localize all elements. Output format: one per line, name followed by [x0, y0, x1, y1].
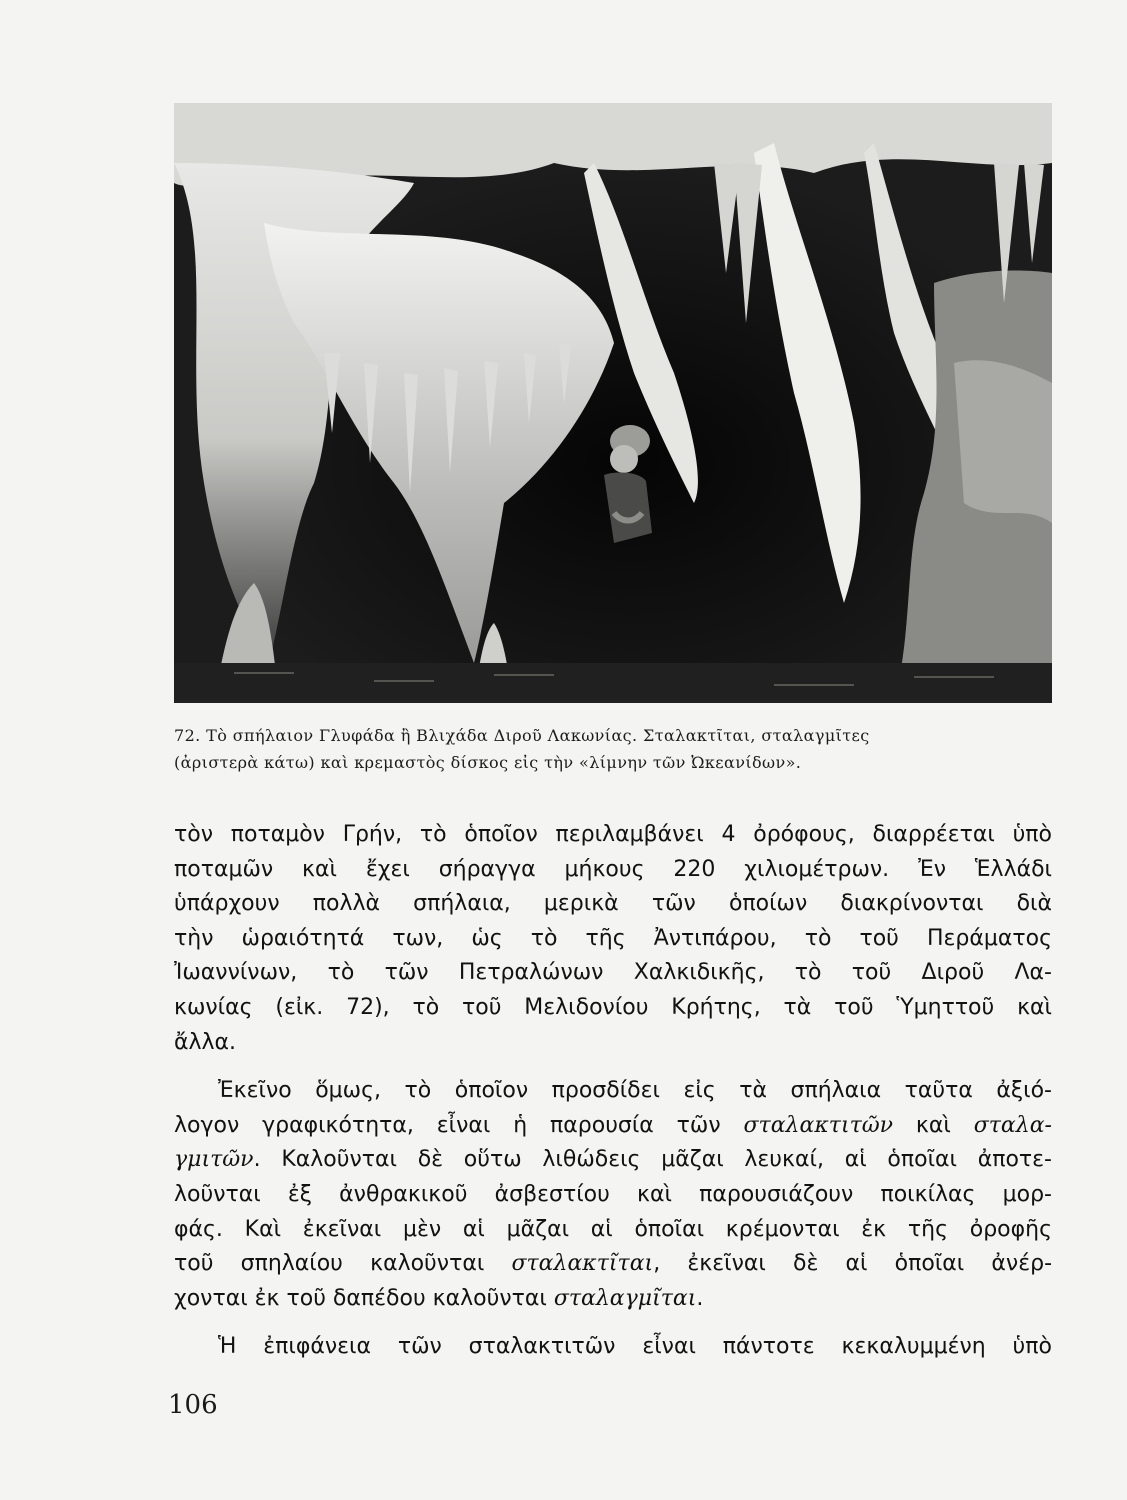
text-line [174, 1143, 1052, 1178]
body-text [174, 818, 1052, 1365]
text-line: κωνίας (εἰκ. 72), τὸ τοῦ Μελιδονίου Κρήτης, τὰ τοῦ Ὑμηττοῦ καὶ [174, 994, 1052, 1020]
text-run: . Καλοῦνται δὲ οὕτω λιθώδεις μᾶζαι λευκαί, αἱ ὁποῖαι ἀποτε- [253, 1147, 1052, 1173]
text-line: Ἡ ἐπιφάνεια τῶν σταλακτιτῶν εἶναι πάντοτε κεκαλυμμένη ὑπὸ [218, 1334, 1052, 1360]
figure-caption [174, 722, 1056, 776]
text-line: φάς. Καὶ ἐκεῖναι μὲν αἱ μᾶζαι αἱ ὁποῖαι κρέμονται ἐκ τῆς ὀροφῆς [174, 1216, 1052, 1242]
term-stalagmites-cont: γμιτῶν [174, 1147, 254, 1173]
page-number: 106 [168, 1390, 218, 1420]
text-line [174, 1282, 1052, 1317]
text-run: τοῦ σπηλαίου καλοῦνται [174, 1251, 512, 1277]
cave-photo [174, 103, 1052, 703]
caption-line: 72. Τὸ σπήλαιον Γλυφάδα ἢ Βλιχάδα Διροῦ Λακωνίας. Σταλακτῖται, σταλαγμῖτες [174, 726, 870, 745]
term-stalagmites: σταλα- [973, 1112, 1052, 1138]
text-line: ἄλλα. [174, 1029, 237, 1055]
text-run: λογον γραφικότητα, εἶναι ἡ παρουσία τῶν [174, 1112, 744, 1138]
text-run: καὶ [893, 1112, 974, 1138]
text-line: τὴν ὡραιότητά των, ὡς τὸ τῆς Ἀντιπάρου, τὸ τοῦ Περάματος [174, 925, 1052, 951]
cave-photo-illustration [174, 103, 1052, 703]
text-line: ποταμῶν καὶ ἔχει σήραγγα μήκους 220 χιλιομέτρων. Ἐν Ἑλλάδι [174, 856, 1052, 882]
text-line: Ἰωαννίνων, τὸ τῶν Πετραλώνων Χαλκιδικῆς, τὸ τοῦ Διροῦ Λα- [174, 960, 1052, 986]
text-line: ὑπάρχουν πολλὰ σπήλαια, μερικὰ τῶν ὁποίων διακρίνονται διὰ [174, 891, 1052, 917]
term-stalactites: σταλακτιτῶν [743, 1112, 894, 1138]
text-line [174, 1109, 1052, 1144]
term-stalagmitai: σταλαγμῖται [553, 1285, 697, 1311]
term-stalaktitai: σταλακτῖται [511, 1251, 654, 1277]
text-run: χονται ἐκ τοῦ δαπέδου καλοῦνται [174, 1285, 554, 1311]
text-line: τὸν ποταμὸν Γρήν, τὸ ὁποῖον περιλαμβάνει 4 ὀρόφους, διαρρέεται ὑπὸ [174, 822, 1052, 847]
text-line: Ἐκεῖνο ὅμως, τὸ ὁποῖον προσδίδει εἰς τὰ σπήλαια ταῦτα ἀξιό- [218, 1078, 1052, 1104]
text-line [174, 1247, 1052, 1282]
text-run: . [696, 1285, 704, 1311]
text-run: , ἐκεῖναι δὲ αἱ ὁποῖαι ἀνέρ- [653, 1251, 1053, 1277]
caption-line: (ἀριστερὰ κάτω) καὶ κρεμαστὸς δίσκος εἰς τὴν «λίμνην τῶν Ὠκεανίδων». [174, 753, 802, 772]
text-line: λοῦνται ἐξ ἀνθρακικοῦ ἀσβεστίου καὶ παρουσιάζουν ποικίλας μορ- [174, 1181, 1052, 1207]
